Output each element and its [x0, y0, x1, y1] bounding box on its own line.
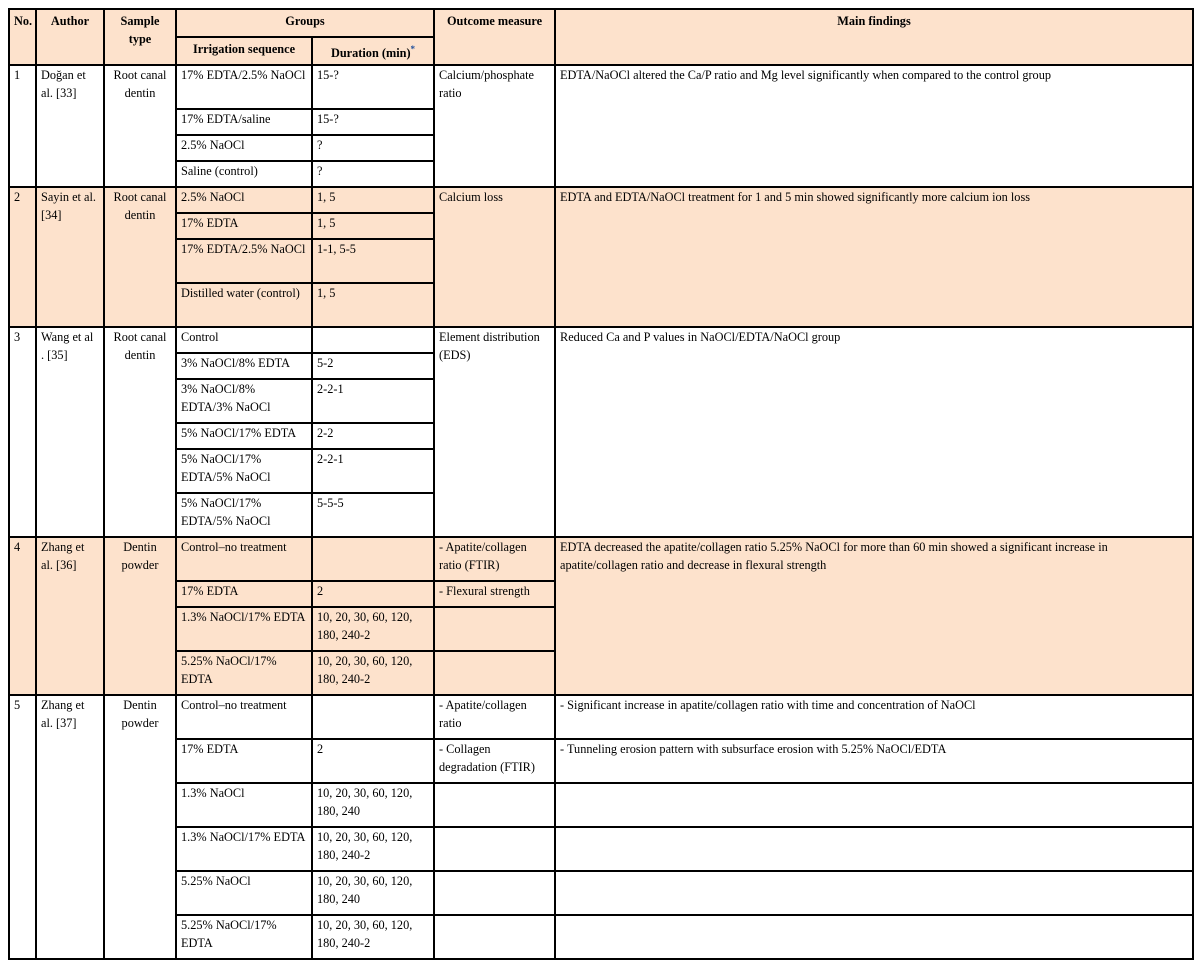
row2-author: Sayin et al. [34] — [36, 187, 104, 327]
row1-group4-dur: ? — [312, 161, 434, 187]
row3-group6-dur: 5-5-5 — [312, 493, 434, 537]
row1-group3-dur: ? — [312, 135, 434, 161]
row1-group3-seq: 2.5% NaOCl — [176, 135, 312, 161]
row4-group2-seq: 17% EDTA — [176, 581, 312, 607]
row3-author: Wang et al . [35] — [36, 327, 104, 537]
row2-group3-dur: 1-1, 5-5 — [312, 239, 434, 283]
row3-group4-dur: 2-2 — [312, 423, 434, 449]
row5-outcome4 — [434, 827, 555, 871]
row3-group4-seq: 5% NaOCl/17% EDTA — [176, 423, 312, 449]
header-sample-type: Sample type — [104, 9, 176, 65]
row5-outcome5 — [434, 871, 555, 915]
row2-sample: Root canal dentin — [104, 187, 176, 327]
row4-outcome2: - Flexural strength — [434, 581, 555, 607]
row5-sample: Dentin powder — [104, 695, 176, 959]
header-duration-mark: * — [410, 44, 416, 54]
row5-no: 5 — [9, 695, 36, 959]
row1-group1-dur: 15-? — [312, 65, 434, 109]
row1-outcome: Calcium/phosphate ratio — [434, 65, 555, 187]
row4-group2-dur: 2 — [312, 581, 434, 607]
header-main-findings: Main findings — [555, 9, 1193, 65]
header-irrigation-sequence: Irrigation sequence — [176, 37, 312, 65]
row3-group2-seq: 3% NaOCl/8% EDTA — [176, 353, 312, 379]
row5-group5-seq: 5.25% NaOCl — [176, 871, 312, 915]
row5-group4-dur: 10, 20, 30, 60, 120, 180, 240-2 — [312, 827, 434, 871]
row4-sample: Dentin powder — [104, 537, 176, 695]
row2-group2-dur: 1, 5 — [312, 213, 434, 239]
row4-group3-dur: 10, 20, 30, 60, 120, 180, 240-2 — [312, 607, 434, 651]
row4-author: Zhang et al. [36] — [36, 537, 104, 695]
row5-outcome3 — [434, 783, 555, 827]
row5-group2-seq: 17% EDTA — [176, 739, 312, 783]
row2-group1-seq: 2.5% NaOCl — [176, 187, 312, 213]
row5-group6-seq: 5.25% NaOCl/17% EDTA — [176, 915, 312, 959]
row2-group4-seq: Distilled water (control) — [176, 283, 312, 327]
row5-group1-seq: Control–no treatment — [176, 695, 312, 739]
row5-outcome6 — [434, 915, 555, 959]
row5-finding6 — [555, 915, 1193, 959]
row2-group4-dur: 1, 5 — [312, 283, 434, 327]
row3-sample: Root canal dentin — [104, 327, 176, 537]
row3-group1-dur — [312, 327, 434, 353]
row2-findings: EDTA and EDTA/NaOCl treatment for 1 and 5 min showed significantly more calcium ion loss — [555, 187, 1193, 327]
row5-group1-dur — [312, 695, 434, 739]
row3-group3-dur: 2-2-1 — [312, 379, 434, 423]
row1-group2-seq: 17% EDTA/saline — [176, 109, 312, 135]
row2-no: 2 — [9, 187, 36, 327]
row5-group2-dur: 2 — [312, 739, 434, 783]
header-outcome-measure: Outcome measure — [434, 9, 555, 65]
row4-group1-seq: Control–no treatment — [176, 537, 312, 581]
header-groups: Groups — [176, 9, 434, 37]
row3-outcome: Element distribution (EDS) — [434, 327, 555, 537]
findings-table — [8, 8, 1194, 960]
header-duration-label: Duration (min) — [330, 46, 411, 61]
row4-group4-dur: 10, 20, 30, 60, 120, 180, 240-2 — [312, 651, 434, 695]
row2-group3-seq: 17% EDTA/2.5% NaOCl — [176, 239, 312, 283]
row5-group3-seq: 1.3% NaOCl — [176, 783, 312, 827]
row3-group2-dur: 5-2 — [312, 353, 434, 379]
row5-author: Zhang et al. [37] — [36, 695, 104, 959]
header-no: No. — [9, 9, 36, 65]
row3-group1-seq: Control — [176, 327, 312, 353]
header-duration — [312, 37, 434, 65]
row1-group2-dur: 15-? — [312, 109, 434, 135]
row3-no: 3 — [9, 327, 36, 537]
row4-group1-dur — [312, 537, 434, 581]
row4-outcome1: - Apatite/collagen ratio (FTIR) — [434, 537, 555, 581]
row5-group4-seq: 1.3% NaOCl/17% EDTA — [176, 827, 312, 871]
row1-group1-seq: 17% EDTA/2.5% NaOCl — [176, 65, 312, 109]
row3-group3-seq: 3% NaOCl/8% EDTA/3% NaOCl — [176, 379, 312, 423]
row3-findings: Reduced Ca and P values in NaOCl/EDTA/NaOCl group — [555, 327, 1193, 537]
row2-group1-dur: 1, 5 — [312, 187, 434, 213]
row1-author: Doğan et al. [33] — [36, 65, 104, 187]
row4-group3-seq: 1.3% NaOCl/17% EDTA — [176, 607, 312, 651]
row5-finding2: - Tunneling erosion pattern with subsurface erosion with 5.25% NaOCl/EDTA — [555, 739, 1193, 783]
row3-group5-seq: 5% NaOCl/17% EDTA/5% NaOCl — [176, 449, 312, 493]
row4-group4-seq: 5.25% NaOCl/17% EDTA — [176, 651, 312, 695]
row5-group3-dur: 10, 20, 30, 60, 120, 180, 240 — [312, 783, 434, 827]
row1-sample: Root canal dentin — [104, 65, 176, 187]
row5-finding1: - Significant increase in apatite/collagen ratio with time and concentration of NaOCl — [555, 695, 1193, 739]
row5-group6-dur: 10, 20, 30, 60, 120, 180, 240-2 — [312, 915, 434, 959]
row4-outcome4 — [434, 651, 555, 695]
row4-no: 4 — [9, 537, 36, 695]
header-author: Author — [36, 9, 104, 65]
row4-outcome3 — [434, 607, 555, 651]
row5-finding3 — [555, 783, 1193, 827]
row4-findings: EDTA decreased the apatite/collagen ratio 5.25% NaOCl for more than 60 min showed a significant increase in apatite/collagen ratio and decrease in flexural strength — [555, 537, 1193, 695]
row5-group5-dur: 10, 20, 30, 60, 120, 180, 240 — [312, 871, 434, 915]
row5-finding5 — [555, 871, 1193, 915]
row1-group4-seq: Saline (control) — [176, 161, 312, 187]
row5-outcome1: - Apatite/collagen ratio — [434, 695, 555, 739]
row3-group5-dur: 2-2-1 — [312, 449, 434, 493]
row3-group6-seq: 5% NaOCl/17% EDTA/5% NaOCl — [176, 493, 312, 537]
row5-outcome2: - Collagen degradation (FTIR) — [434, 739, 555, 783]
row2-group2-seq: 17% EDTA — [176, 213, 312, 239]
row1-findings: EDTA/NaOCl altered the Ca/P ratio and Mg level significantly when compared to the control group — [555, 65, 1193, 187]
row5-finding4 — [555, 827, 1193, 871]
row1-no: 1 — [9, 65, 36, 187]
row2-outcome: Calcium loss — [434, 187, 555, 327]
